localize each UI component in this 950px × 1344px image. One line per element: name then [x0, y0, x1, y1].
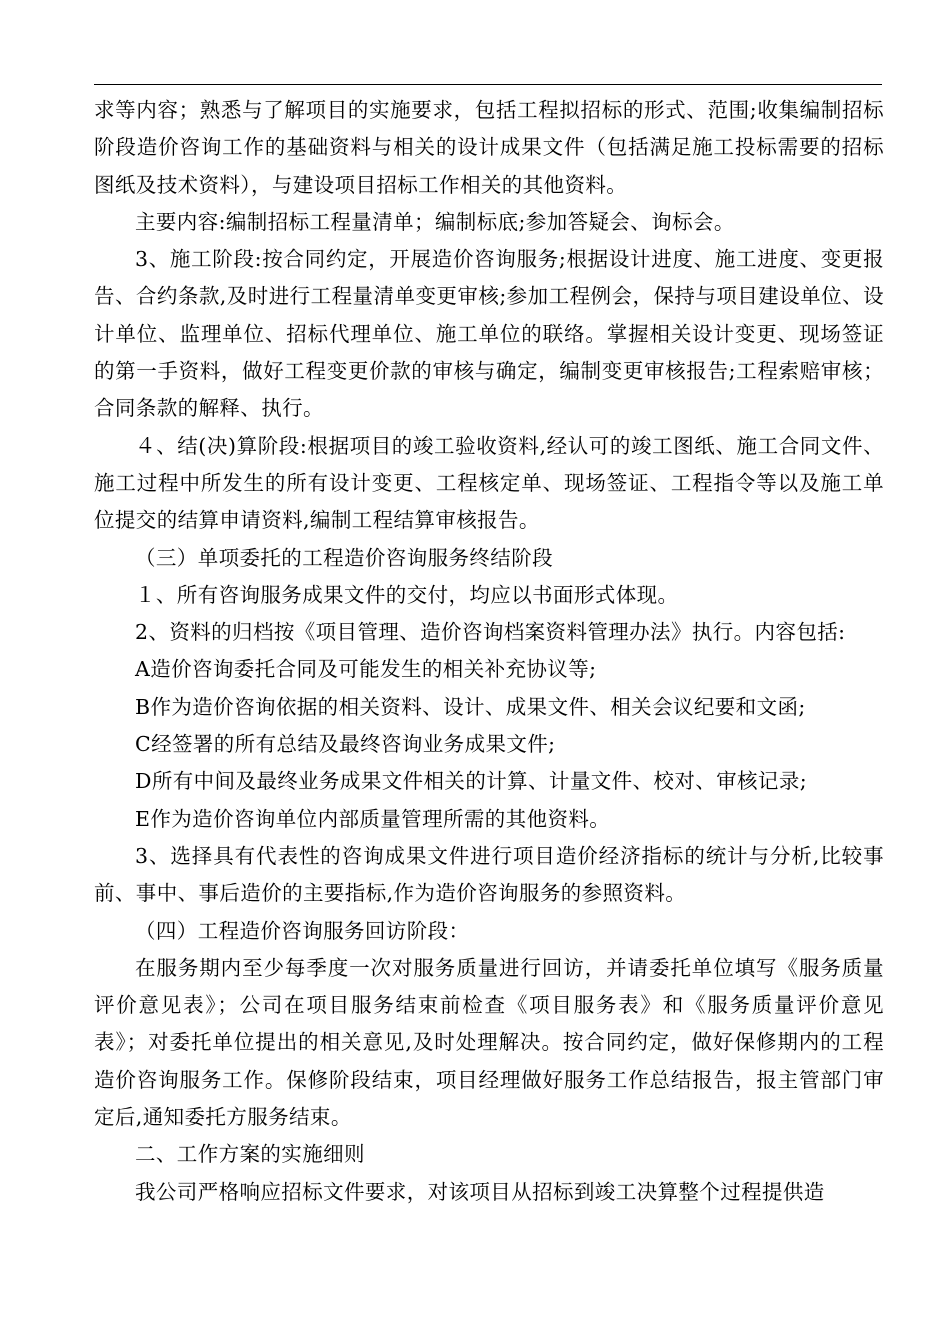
list-item: B作为造价咨询依据的相关资料、设计、成果文件、相关会议纪要和文函; [135, 694, 806, 719]
list-item: C经签署的所有总结及最终咨询业务成果文件; [135, 732, 556, 757]
header-rule [94, 84, 882, 85]
paragraph: ４、结(决)算阶段:根据项目的竣工验收资料,经认可的竣工图纸、施工合同文件、施工过程中所发生的所有设计变更、工程核定单、现场签证、工程指令等以及施工单位提交的结算申请资料,编制工程结算审核报告。 [94, 433, 884, 533]
paragraph: 在服务期内至少每季度一次对服务质量进行回访，并请委托单位填写《服务质量评价意见表》；公司在项目服务结束前检查《项目服务表》和《服务质量评价意见表》；对委托单位提出的相关意见,及时处理解决。按合同约定，做好保修期内的工程造价咨询服务工作。保修阶段结束，项目经理做好服务工作总结报告，报主管部门审定后,通知委托方服务结束。 [94, 955, 884, 1130]
paragraph: 我公司严格响应招标文件要求，对该项目从招标到竣工决算整个过程提供造 [135, 1179, 825, 1204]
document-body [94, 92, 884, 1211]
paragraph: 主要内容:编制招标工程量清单；编制标底;参加答疑会、询标会。 [135, 209, 735, 234]
paragraph: 3、施工阶段:按合同约定，开展造价咨询服务;根据设计进度、施工进度、变更报告、合约条款,及时进行工程量清单变更审核;参加工程例会，保持与项目建设单位、设计单位、监理单位、招标代理单位、施工单位的联络。掌握相关设计变更、现场签证的第一手资料，做好工程变更价款的审核与确定，编制变更审核报告;工程索赔审核；合同条款的解释、执行。 [94, 247, 884, 421]
list-item: D所有中间及最终业务成果文件相关的计算、计量文件、校对、审核记录; [135, 769, 808, 794]
paragraph: 求等内容；熟悉与了解项目的实施要求，包括工程拟招标的形式、范围;收集编制招标阶段造价咨询工作的基础资料与相关的设计成果文件（包括满足施工投标需要的招标图纸及技术资料），与建设项目招标工作相关的其他资料。 [94, 98, 884, 197]
section-heading: 二、工作方案的实施细则 [135, 1142, 365, 1167]
list-item: A造价咨询委托合同及可能发生的相关补充协议等; [135, 657, 597, 682]
list-item: E作为造价咨询单位内部质量管理所需的其他资料。 [135, 806, 611, 831]
paragraph: 3、选择具有代表性的咨询成果文件进行项目造价经济指标的统计与分析,比较事前、事中、事后造价的主要指标,作为造价咨询服务的参照资料。 [94, 843, 884, 906]
paragraph: １、所有咨询服务成果文件的交付，均应以书面形式体现。 [135, 582, 679, 607]
section-heading: （四）工程造价咨询服务回访阶段： [135, 918, 470, 943]
section-heading: （三）单项委托的工程造价咨询服务终结阶段 [135, 545, 553, 570]
paragraph: 2、资料的归档按《项目管理、造价咨询档案资料管理办法》执行。内容包括: [135, 620, 846, 645]
